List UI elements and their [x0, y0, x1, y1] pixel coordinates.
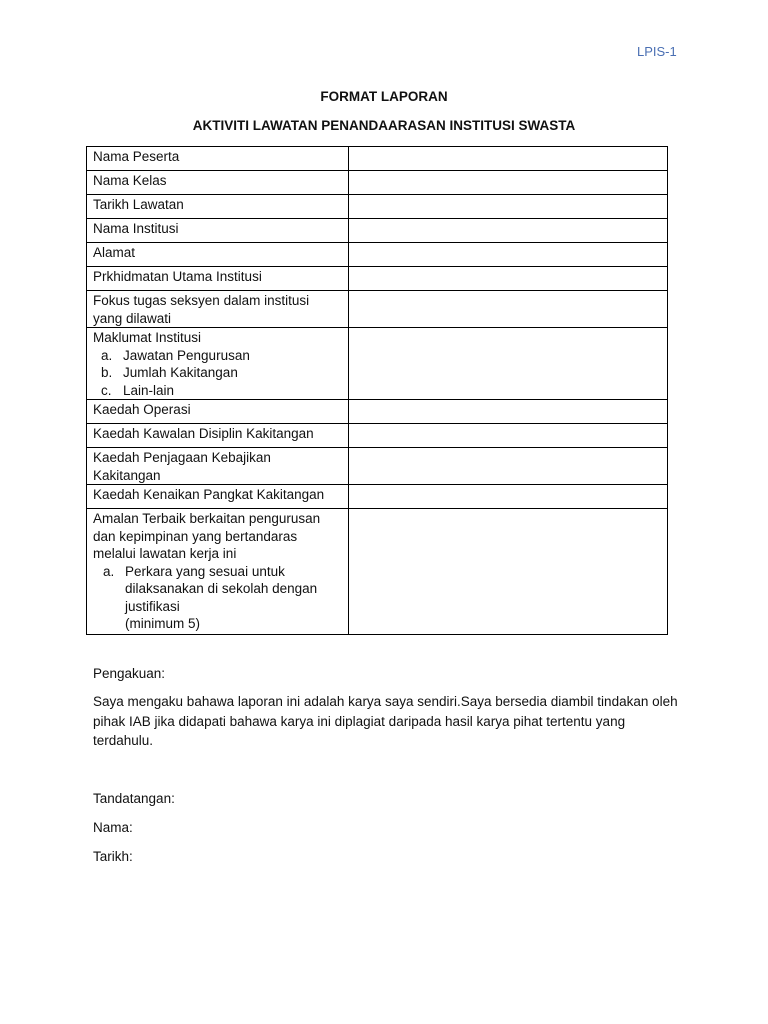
table-row — [87, 267, 668, 291]
list-item — [93, 364, 342, 382]
signature-label: Tandatangan: — [93, 791, 175, 806]
row-label: Kaedah Penjagaan Kebajikan Kakitangan — [87, 448, 349, 485]
table-row — [87, 424, 668, 448]
row-label: Fokus tugas seksyen dalam institusi yang dilawati — [87, 291, 349, 328]
list-item — [93, 347, 342, 365]
row-value-field[interactable] — [349, 219, 668, 243]
row-value-field[interactable] — [349, 171, 668, 195]
list-text: Jumlah Kakitangan — [123, 365, 238, 380]
row-value-field[interactable] — [349, 448, 668, 485]
list-text: Lain-lain — [123, 382, 175, 398]
row-label: Nama Peserta — [87, 147, 349, 171]
row-label: Nama Institusi — [87, 219, 349, 243]
table-row — [87, 291, 668, 328]
row-value-field[interactable] — [349, 291, 668, 328]
list-text: Perkara yang sesuai untuk dilaksanakan di sekolah dengan justifikasi — [125, 563, 318, 614]
row-value-field[interactable] — [349, 424, 668, 448]
table-row — [87, 328, 668, 400]
name-label: Nama: — [93, 820, 133, 835]
row-value-field[interactable] — [349, 243, 668, 267]
list-item — [93, 382, 342, 400]
row-label: Alamat — [87, 243, 349, 267]
sub-list — [93, 347, 342, 400]
row-label: Kaedah Kawalan Disiplin Kakitangan — [87, 424, 349, 448]
row-value-field[interactable] — [349, 328, 668, 400]
page-code: LPIS-1 — [637, 44, 677, 59]
table-row — [87, 485, 668, 509]
row-value-field[interactable] — [349, 400, 668, 424]
table-row — [87, 448, 668, 485]
report-form-table — [86, 146, 668, 635]
document-title: FORMAT LAPORAN — [320, 89, 448, 104]
sub-list — [93, 563, 342, 633]
document-subtitle: AKTIVITI LAWATAN PENANDAARASAN INSTITUSI SWASTA — [192, 118, 576, 133]
row-label: Tarikh Lawatan — [87, 195, 349, 219]
row-value-field[interactable] — [349, 147, 668, 171]
list-item — [93, 563, 342, 633]
table-row — [87, 509, 668, 635]
table-row — [87, 243, 668, 267]
list-marker: c. — [101, 382, 112, 398]
row-label-group — [87, 509, 349, 635]
row-value-field[interactable] — [349, 509, 668, 635]
table-row — [87, 400, 668, 424]
row-label-group — [87, 328, 349, 400]
date-label: Tarikh: — [93, 849, 133, 864]
row-value-field[interactable] — [349, 195, 668, 219]
list-note: (minimum 5) — [125, 616, 201, 631]
row-label: Prkhidmatan Utama Institusi — [87, 267, 349, 291]
table-row — [87, 171, 668, 195]
table-row — [87, 195, 668, 219]
row-label: Nama Kelas — [87, 171, 349, 195]
list-marker: a. — [101, 347, 113, 363]
row-label: Amalan Terbaik berkaitan pengurusan dan kepimpinan yang bertandaras melalui lawatan kerja ini — [93, 511, 321, 561]
list-text: Jawatan Pengurusan — [123, 347, 250, 363]
declaration-heading: Pengakuan: — [93, 666, 166, 681]
list-marker: a. — [103, 563, 115, 579]
declaration-text: Saya mengaku bahawa laporan ini adalah karya saya sendiri.Saya bersedia diambil tindakan oleh pihak IAB jika didapati bahawa karya ini diplagiat daripada hasil karya pihat tertentu yang terdahulu. — [93, 694, 678, 748]
list-text-group — [125, 563, 342, 633]
list-marker: b. — [101, 365, 113, 380]
row-value-field[interactable] — [349, 485, 668, 509]
table-row — [87, 147, 668, 171]
row-value-field[interactable] — [349, 267, 668, 291]
row-label: Maklumat Institusi — [93, 330, 202, 345]
table-row — [87, 219, 668, 243]
row-label: Kaedah Operasi — [87, 400, 349, 424]
row-label: Kaedah Kenaikan Pangkat Kakitangan — [87, 485, 349, 509]
